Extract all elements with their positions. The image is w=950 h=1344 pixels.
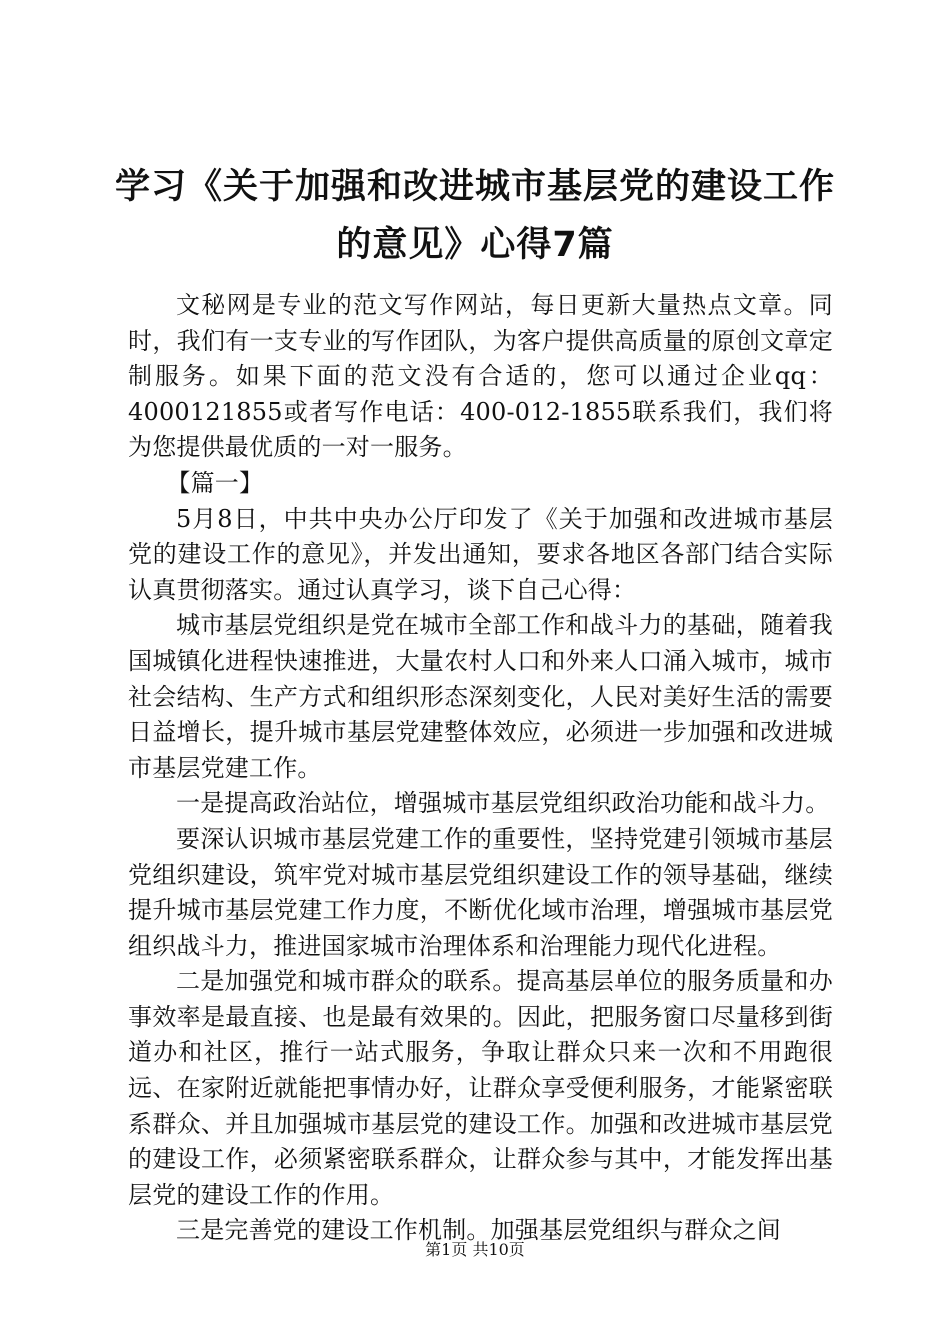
intro-paragraph: 文秘网是专业的范文写作网站，每日更新大量热点文章。同时，我们有一支专业的写作团队，为客户提供高质量的原创文章定制服务。如果下面的范文没有合适的，您可以通过企业qq：4000121855或者写作电话：400-012-1855联系我们，我们将为您提供最优质的一对一服务。 xyxy=(128,291,833,462)
body-paragraph: 5月8日，中共中央办公厅印发了《关于加强和改进城市基层党的建设工作的意见》，并发出通知，要求各地区各部门结合实际认真贯彻落实。通过认真学习，谈下自己心得： xyxy=(128,504,833,604)
document-body xyxy=(128,288,833,1249)
document-title: 学习《关于加强和改进城市基层党的建设工作的意见》心得7篇 xyxy=(114,167,835,265)
body-paragraph: 二是加强党和城市群众的联系。提高基层单位的服务质量和办事效率是最直接、也是最有效果的。因此，把服务窗口尽量移到街道办和社区，推行一站式服务，争取让群众只来一次和不用跑很远、在家附近就能把事情办好，让群众享受便利服务，才能紧密联系群众、并且加强城市基层党的建设工作。加强和改进城市基层党的建设工作，必须紧密联系群众，让群众参与其中，才能发挥出基层党的建设工作的作用。 xyxy=(128,967,833,1209)
body-paragraph: 一是提高政治站位，增强城市基层党组织政治功能和战斗力。 xyxy=(176,789,830,818)
body-paragraph: 城市基层党组织是党在城市全部工作和战斗力的基础，随着我国城镇化进程快速推进，大量农村人口和外来人口涌入城市，城市社会结构、生产方式和组织形态深刻变化，人民对美好生活的需要日益增长，提升城市基层党建整体效应，必须进一步加强和改进城市基层党建工作。 xyxy=(128,611,833,782)
body-paragraph: 要深认识城市基层党建工作的重要性，坚持党建引领城市基层党组织建设，筑牢党对城市基层党组织建设工作的领导基础，继续提升城市基层党建工作力度，不断优化域市治理，增强城市基层党组织战斗力，推进国家城市治理体系和治理能力现代化进程。 xyxy=(128,824,833,960)
page-footer: 第1页 共10页 xyxy=(425,1240,525,1259)
section-heading: 【篇一】 xyxy=(166,468,264,497)
body-paragraph: 三是完善党的建设工作机制。加强基层党组织与群众之间 xyxy=(176,1216,781,1245)
